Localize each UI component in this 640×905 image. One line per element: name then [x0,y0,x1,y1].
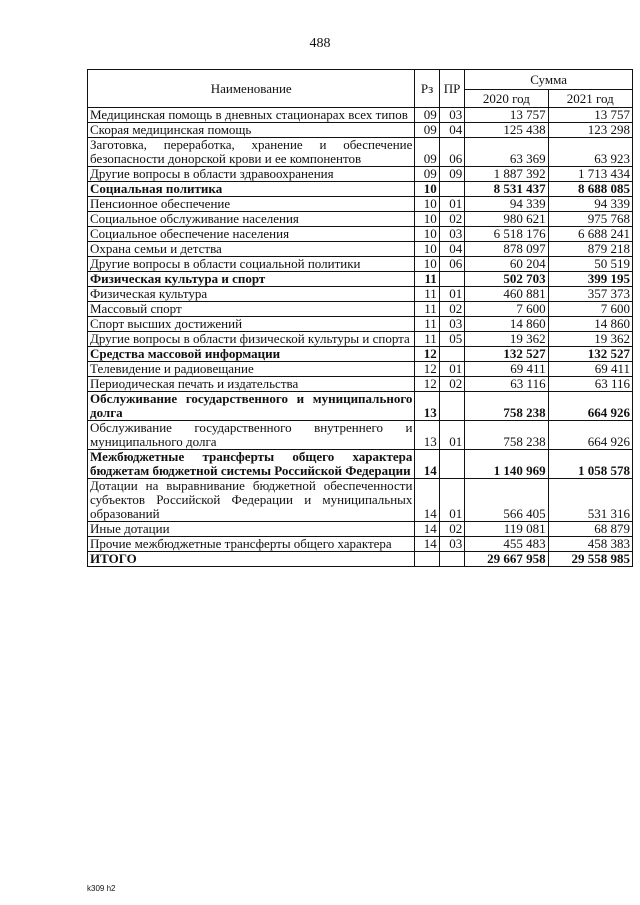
row-sum-2020: 455 483 [465,537,548,552]
table-row [88,138,633,167]
row-rz: 11 [415,332,439,347]
row-name: Скорая медицинская помощь [88,123,415,138]
row-rz: 11 [415,272,439,287]
row-sum-2021: 7 600 [548,302,632,317]
row-sum-2020: 69 411 [465,362,548,377]
row-pr [439,347,464,362]
row-sum-2021: 879 218 [548,242,632,257]
table-row [88,332,633,347]
row-pr: 02 [439,212,464,227]
row-sum-2020: 758 238 [465,392,548,421]
row-pr: 06 [439,257,464,272]
row-sum-2020: 566 405 [465,479,548,522]
row-pr [439,392,464,421]
row-sum-2021: 1 058 578 [548,450,632,479]
table-row [88,537,633,552]
row-sum-2021: 399 195 [548,272,632,287]
row-sum-2020: 19 362 [465,332,548,347]
table-body [88,108,633,567]
row-name: Охрана семьи и детства [88,242,415,257]
row-rz: 09 [415,167,439,182]
row-name: Пенсионное обеспечение [88,197,415,212]
table-row [88,522,633,537]
row-pr: 03 [439,227,464,242]
row-name: Периодическая печать и издательства [88,377,415,392]
row-pr: 01 [439,479,464,522]
row-sum-2020: 119 081 [465,522,548,537]
row-pr: 01 [439,197,464,212]
row-sum-2021: 664 926 [548,421,632,450]
table-row [88,450,633,479]
row-rz: 13 [415,392,439,421]
row-sum-2021: 68 879 [548,522,632,537]
row-name: Обслуживание государственного и муниципального долга [88,392,415,421]
row-pr: 05 [439,332,464,347]
table-row [88,552,633,567]
row-pr [439,182,464,197]
table-row [88,287,633,302]
row-pr [439,450,464,479]
row-pr: 04 [439,242,464,257]
row-sum-2021: 531 316 [548,479,632,522]
row-sum-2021: 94 339 [548,197,632,212]
row-sum-2020: 60 204 [465,257,548,272]
row-pr: 02 [439,377,464,392]
row-sum-2020: 502 703 [465,272,548,287]
table-row [88,479,633,522]
table-row [88,167,633,182]
row-name: ИТОГО [88,552,415,567]
row-sum-2021: 8 688 085 [548,182,632,197]
row-name: Массовый спорт [88,302,415,317]
header-year-2021: 2021 год [548,90,632,108]
row-sum-2020: 132 527 [465,347,548,362]
row-sum-2020: 7 600 [465,302,548,317]
row-rz: 10 [415,242,439,257]
row-name: Межбюджетные трансферты общего характера бюджетам бюджетной системы Российской Федерации [88,450,415,479]
row-sum-2021: 50 519 [548,257,632,272]
footer-code: k309 h2 [87,884,116,893]
header-pr: ПР [439,70,464,108]
page-number: 488 [309,36,331,51]
row-rz: 12 [415,377,439,392]
row-sum-2021: 132 527 [548,347,632,362]
header-year-2020: 2020 год [465,90,548,108]
table-row [88,257,633,272]
row-rz: 12 [415,347,439,362]
row-rz: 09 [415,108,439,123]
row-sum-2021: 458 383 [548,537,632,552]
row-sum-2021: 1 713 434 [548,167,632,182]
row-pr: 03 [439,317,464,332]
row-rz: 11 [415,287,439,302]
row-pr: 01 [439,421,464,450]
row-pr: 01 [439,287,464,302]
table-row [88,182,633,197]
row-name: Социальное обеспечение населения [88,227,415,242]
row-name: Иные дотации [88,522,415,537]
row-rz: 11 [415,317,439,332]
row-name: Дотации на выравнивание бюджетной обеспеченности субъектов Российской Федерации и муниципальных образований [88,479,415,522]
row-sum-2020: 6 518 176 [465,227,548,242]
row-sum-2020: 29 667 958 [465,552,548,567]
row-pr: 09 [439,167,464,182]
row-sum-2021: 123 298 [548,123,632,138]
row-sum-2020: 63 116 [465,377,548,392]
row-sum-2020: 94 339 [465,197,548,212]
table-row [88,421,633,450]
table-row [88,242,633,257]
row-rz: 10 [415,182,439,197]
table-row [88,197,633,212]
row-name: Физическая культура [88,287,415,302]
row-pr [439,552,464,567]
table-row [88,227,633,242]
row-sum-2020: 63 369 [465,138,548,167]
row-rz: 14 [415,450,439,479]
row-name: Телевидение и радиовещание [88,362,415,377]
row-name: Социальное обслуживание населения [88,212,415,227]
row-pr: 02 [439,302,464,317]
table-row [88,347,633,362]
row-sum-2021: 664 926 [548,392,632,421]
row-sum-2020: 1 140 969 [465,450,548,479]
row-sum-2021: 63 923 [548,138,632,167]
row-sum-2021: 19 362 [548,332,632,347]
row-pr [439,272,464,287]
table-row [88,317,633,332]
row-rz: 14 [415,479,439,522]
row-sum-2020: 8 531 437 [465,182,548,197]
row-sum-2021: 29 558 985 [548,552,632,567]
table-row [88,123,633,138]
row-sum-2020: 1 887 392 [465,167,548,182]
table-row [88,212,633,227]
row-rz: 12 [415,362,439,377]
header-name: Наименование [88,70,415,108]
row-sum-2021: 69 411 [548,362,632,377]
row-sum-2020: 980 621 [465,212,548,227]
row-rz [415,552,439,567]
row-pr: 02 [439,522,464,537]
table-header-row [88,70,633,90]
row-rz: 14 [415,522,439,537]
row-rz: 09 [415,138,439,167]
row-name: Другие вопросы в области социальной политики [88,257,415,272]
table-row [88,362,633,377]
table-row [88,108,633,123]
row-name: Физическая культура и спорт [88,272,415,287]
table-row [88,392,633,421]
row-pr: 03 [439,108,464,123]
row-sum-2021: 63 116 [548,377,632,392]
table-row [88,272,633,287]
row-name: Прочие межбюджетные трансферты общего характера [88,537,415,552]
row-rz: 10 [415,212,439,227]
row-rz: 13 [415,421,439,450]
row-pr: 03 [439,537,464,552]
row-rz: 10 [415,227,439,242]
row-rz: 09 [415,123,439,138]
row-pr: 01 [439,362,464,377]
row-rz: 11 [415,302,439,317]
table-row [88,377,633,392]
row-name: Социальная политика [88,182,415,197]
row-sum-2020: 758 238 [465,421,548,450]
row-pr: 06 [439,138,464,167]
row-rz: 14 [415,537,439,552]
row-sum-2020: 13 757 [465,108,548,123]
row-sum-2020: 125 438 [465,123,548,138]
budget-table [87,69,633,567]
row-name: Средства массовой информации [88,347,415,362]
row-sum-2021: 6 688 241 [548,227,632,242]
row-name: Обслуживание государственного внутреннего и муниципального долга [88,421,415,450]
row-name: Заготовка, переработка, хранение и обеспечение безопасности донорской крови и ее компонентов [88,138,415,167]
row-name: Другие вопросы в области здравоохранения [88,167,415,182]
row-sum-2020: 878 097 [465,242,548,257]
row-sum-2020: 460 881 [465,287,548,302]
row-pr: 04 [439,123,464,138]
row-name: Спорт высших достижений [88,317,415,332]
row-sum-2020: 14 860 [465,317,548,332]
row-name: Другие вопросы в области физической культуры и спорта [88,332,415,347]
header-rz: Рз [415,70,439,108]
row-sum-2021: 13 757 [548,108,632,123]
table-row [88,302,633,317]
row-sum-2021: 975 768 [548,212,632,227]
row-name: Медицинская помощь в дневных стационарах всех типов [88,108,415,123]
row-sum-2021: 14 860 [548,317,632,332]
row-sum-2021: 357 373 [548,287,632,302]
header-sum: Сумма [465,70,633,90]
row-rz: 10 [415,197,439,212]
row-rz: 10 [415,257,439,272]
